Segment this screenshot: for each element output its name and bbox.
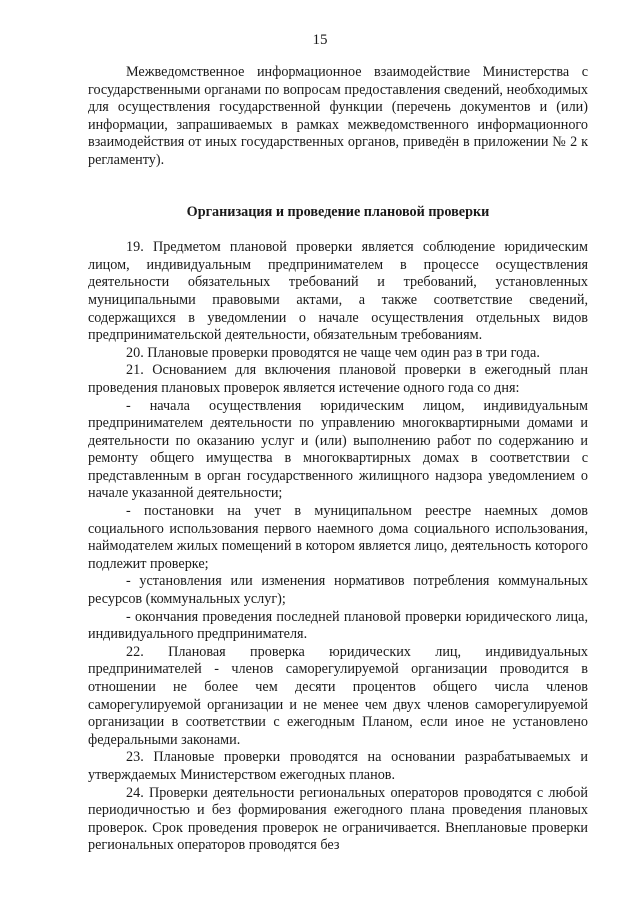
paragraph-24: 24. Проверки деятельности региональных операторов проводятся с любой периодичностью и без формирования ежегодного плана проведения плановых проверок. Срок проведения проверок не ограничивается. Внеплановые проверки региональных операторов проводятся без bbox=[88, 784, 588, 854]
paragraph-23: 23. Плановые проверки проводятся на основании разрабатываемых и утверждаемых Министерством ежегодных планов. bbox=[88, 749, 588, 783]
paragraph-21: 21. Основанием для включения плановой проверки в ежегодный план проведения плановых проверок является истечение одного года со дня: bbox=[88, 362, 588, 396]
list-item-norms: - установления или изменения нормативов потребления коммунальных ресурсов (коммунальных услуг); bbox=[88, 573, 588, 608]
section-heading: Организация и проведение плановой проверки bbox=[186, 203, 490, 220]
intro-paragraph: Межведомственное информационное взаимодействие Министерства с государственными органами по вопросам предоставления сведений, необходимых для осуществления государственной функции (перечень документов и (или) информации, запрашиваемых в рамках межведомственного информационного взаимодействия от иных государственных органов, приведён в приложении № 2 к регламенту). bbox=[88, 64, 588, 168]
paragraph-19: 19. Предметом плановой проверки является соблюдение юридическим лицом, индивидуальным предпринимателем в процессе осуществления деятельности обязательных требований и требований, установленных муниципальными правовыми актами, а также соответствие сведений, содержащихся в уведомлении о начале осуществления отдельных видов предпринимательской деятельности, обязательным требованиям. bbox=[88, 239, 588, 344]
page-number: 15 bbox=[312, 32, 328, 48]
paragraph-22: 22. Плановая проверка юридических лиц, индивидуальных предпринимателей - членов саморегулируемой организации проводится в отношении не более чем десяти процентов общего числа членов саморегулируемой организации и не менее чем двух членов саморегулируемой организации в соответствии с ежегодным Планом, если иное не установлено федеральными законами. bbox=[88, 643, 588, 748]
list-item-activity-start: - начала осуществления юридическим лицом, индивидуальным предпринимателем деятельности по управлению многоквартирными домами и деятельности по оказанию услуг и (или) выполнению работ по содержанию и ремонту общего имущества в многоквартирных домах в соответствии с представленным в орган государственного жилищного надзора уведомлением о начале указанной деятельности; bbox=[88, 397, 588, 502]
paragraph-20: 20. Плановые проверки проводятся не чаще чем один раз в три года. bbox=[126, 344, 540, 361]
document-body bbox=[88, 64, 588, 855]
list-item-registry: - постановки на учет в муниципальном реестре наемных домов социального использования первого наемного дома социального использования, наймодателем жилых помещений в котором является лицо, деятельность которого подлежит проверке; bbox=[88, 503, 588, 572]
list-item-last-check: - окончания проведения последней плановой проверки юридического лица, индивидуального предпринимателя. bbox=[88, 608, 588, 643]
